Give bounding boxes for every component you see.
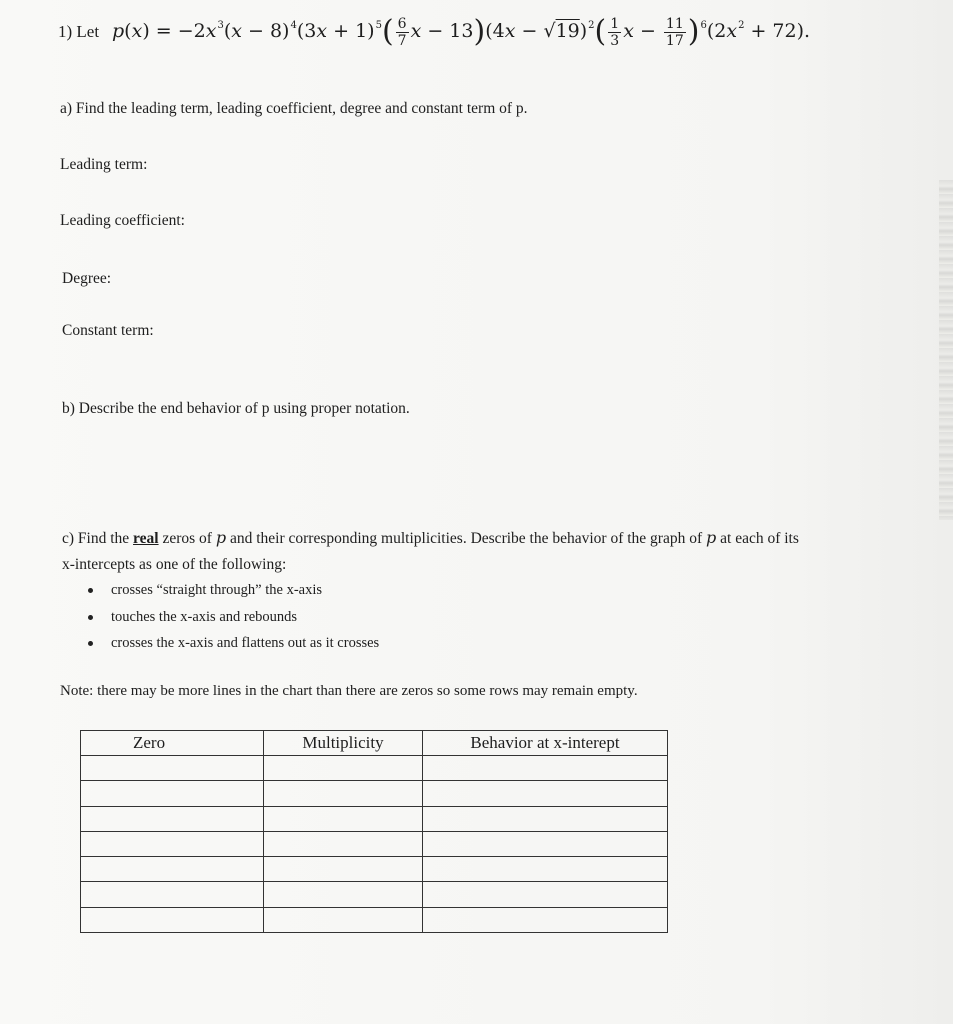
part-c-var-1: p — [215, 528, 227, 547]
bullet-dot-icon — [88, 615, 93, 620]
constant-term-label: Constant term: — [62, 322, 154, 339]
bullet-item: crosses “straight through” the x-axis — [88, 582, 322, 599]
answer-cell[interactable] — [264, 781, 423, 806]
part-c-rest: and their corresponding multiplicities. Describe the behavior of the graph of — [229, 530, 703, 547]
part-c-real: real — [133, 530, 159, 547]
answer-cell[interactable] — [81, 857, 264, 882]
table-row — [81, 831, 668, 856]
zeros-table — [80, 730, 668, 933]
part-c-var-2: p — [706, 528, 717, 547]
answer-cell[interactable] — [423, 857, 668, 882]
answer-cell[interactable] — [81, 882, 264, 907]
table-row — [81, 806, 668, 831]
table-note: Note: there may be more lines in the chart than there are zeros so some rows may remain empty. — [60, 683, 638, 699]
degree-label: Degree: — [62, 270, 112, 287]
answer-cell[interactable] — [423, 882, 668, 907]
answer-cell[interactable] — [423, 806, 668, 831]
answer-cell[interactable] — [264, 806, 423, 831]
table-row — [81, 781, 668, 806]
part-b-prompt: b) Describe the end behavior of p using proper notation. — [62, 400, 410, 417]
bullet-item: crosses the x-axis and flattens out as it crosses — [88, 635, 379, 652]
leading-coefficient-label: Leading coefficient: — [60, 212, 185, 229]
bullet-item: touches the x-axis and rebounds — [88, 609, 297, 626]
answer-cell[interactable] — [81, 831, 264, 856]
part-c-start: c) Find the — [62, 530, 130, 547]
table-header-row — [81, 731, 668, 756]
answer-cell[interactable] — [81, 907, 264, 932]
answer-cell[interactable] — [423, 907, 668, 932]
header-behavior: Behavior at x-interept — [423, 731, 668, 756]
part-c-prompt-line2: x-intercepts as one of the following: — [62, 556, 287, 573]
header-zero: Zero — [81, 731, 264, 756]
answer-cell[interactable] — [423, 781, 668, 806]
bullet-dot-icon — [88, 588, 93, 593]
leading-term-label: Leading term: — [60, 156, 148, 173]
answer-cell[interactable] — [81, 781, 264, 806]
part-c-end: at each of its — [720, 530, 799, 547]
bullet-dot-icon — [88, 641, 93, 646]
answer-cell[interactable] — [81, 756, 264, 781]
table-row — [81, 756, 668, 781]
part-c-prompt-line1 — [62, 528, 799, 548]
answer-cell[interactable] — [81, 806, 264, 831]
page-edge-shadow — [939, 180, 953, 520]
answer-cell[interactable] — [423, 831, 668, 856]
table-row — [81, 882, 668, 907]
answer-cell[interactable] — [264, 831, 423, 856]
answer-cell[interactable] — [264, 756, 423, 781]
table-row — [81, 857, 668, 882]
table-row — [81, 907, 668, 932]
answer-cell[interactable] — [264, 857, 423, 882]
header-multiplicity: Multiplicity — [264, 731, 423, 756]
part-c-mid: zeros of — [162, 530, 212, 547]
answer-cell[interactable] — [423, 756, 668, 781]
polynomial-formula: $p(x) = -2x^3(x - 8)^4(3x + 1)^5$( $\frac{6}{7}$ $x - 13)(4x - √19)^2$( $\frac{1}{3}$ x − $\frac{11}{17}$ )$^6(2x^2 + 72)$. — [112, 14, 811, 49]
answer-cell[interactable] — [264, 882, 423, 907]
problem-number: 1) Let — [58, 22, 100, 41]
part-a-prompt: a) Find the leading term, leading coefficient, degree and constant term of p. — [60, 100, 528, 117]
answer-cell[interactable] — [264, 907, 423, 932]
